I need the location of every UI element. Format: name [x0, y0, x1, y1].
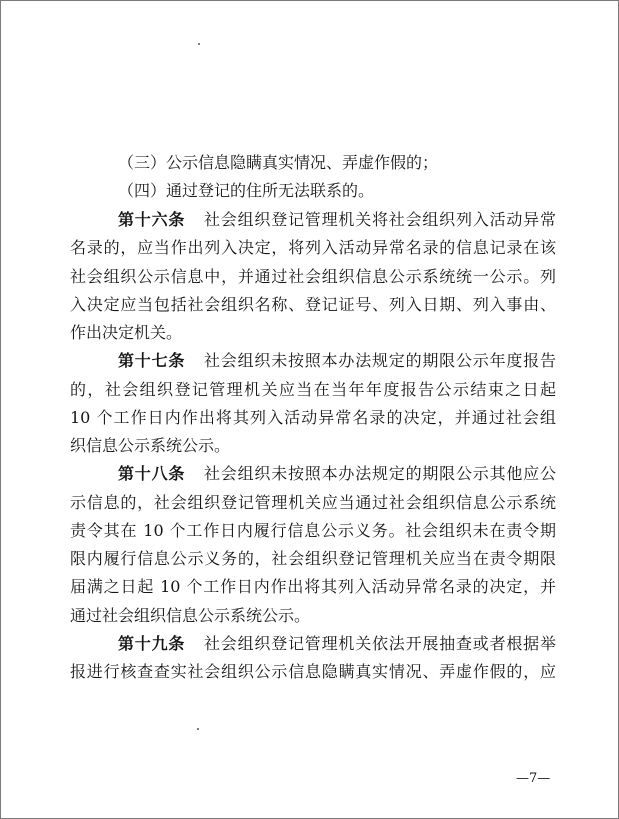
article-16-line: 名录的，应当作出列入决定，将列入活动异常名录的信息记录在该 [70, 238, 556, 257]
article-18-line: 限内履行信息公示义务的，社会组织登记管理机关应当在责令期限 [70, 549, 556, 568]
article-18-text: 社会组织未按照本办法规定的期限公示其他应公 [203, 464, 556, 483]
article-17-line: 织信息公示系统公示。 [70, 436, 231, 455]
article-19-first-line [118, 634, 556, 654]
item-four: （四）通过登记的住所无法联系的。 [118, 181, 375, 200]
article-18-line: 责令其在 10 个工作日内履行信息公示义务。社会组织未在责令期 [70, 521, 556, 540]
article-19-heading: 第十九条 [118, 634, 186, 653]
article-16-text: 社会组织登记管理机关将社会组织列入活动异常 [203, 210, 556, 229]
item-three: （三）公示信息隐瞒真实情况、弄虚作假的； [118, 153, 439, 172]
scan-speck [197, 728, 199, 730]
article-17-line: 10 个工作日内作出将其列入活动异常名录的决定，并通过社会组 [70, 408, 556, 427]
article-19-text: 社会组织登记管理机关依法开展抽查或者根据举 [203, 634, 556, 653]
article-18-line: 通过社会组织信息公示系统公示。 [70, 606, 311, 625]
article-16-line: 作出决定机关。 [70, 323, 183, 342]
article-18-line: 届满之日起 10 个工作日内作出将其列入活动异常名录的决定，并 [70, 577, 556, 596]
article-17-text: 社会组织未按照本办法规定的期限公示年度报告 [203, 351, 556, 370]
article-19-line: 报进行核查查实社会组织公示信息隐瞒真实情况、弄虚作假的，应 [70, 662, 556, 681]
scan-speck [198, 43, 200, 45]
page-number: —7— [516, 771, 551, 786]
article-18-first-line [118, 464, 556, 484]
article-16-line: 入决定应当包括社会组织名称、登记证号、列入日期、列入事由、 [70, 295, 556, 314]
article-18-heading: 第十八条 [118, 464, 186, 483]
article-17-line: 的，社会组织登记管理机关应当在当年年度报告公示结束之日起 [70, 380, 556, 399]
article-17-heading: 第十七条 [118, 351, 186, 370]
article-16-heading: 第十六条 [118, 210, 186, 229]
article-16-line: 社会组织公示信息中，并通过社会组织信息公示系统统一公示。列 [70, 267, 556, 286]
article-18-line: 示信息的，社会组织登记管理机关应当通过社会组织信息公示系统 [70, 493, 556, 512]
article-16-first-line [118, 210, 556, 230]
article-17-first-line [118, 351, 556, 371]
